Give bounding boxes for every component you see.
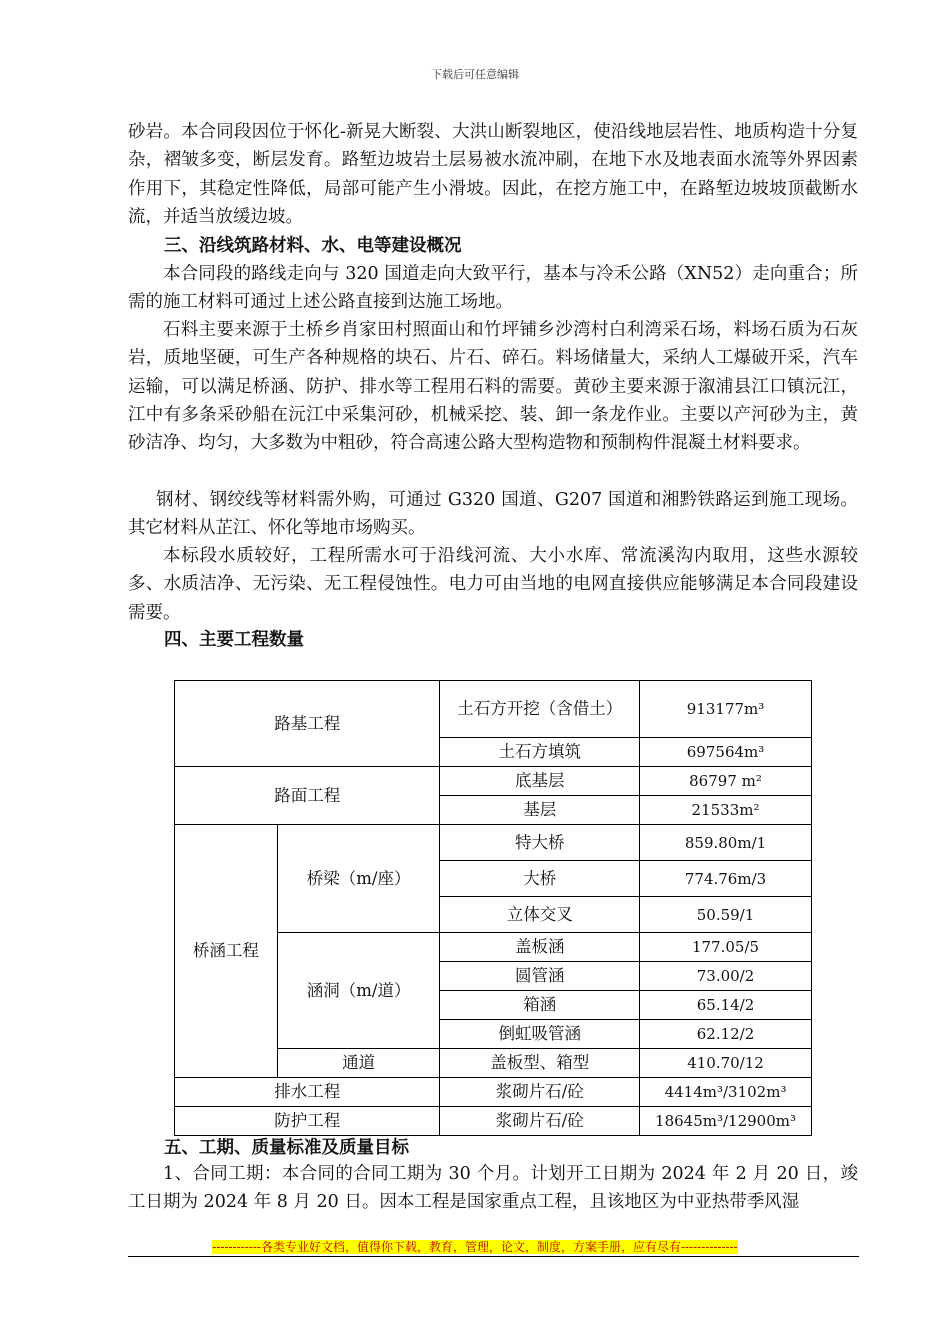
item-cell: 土石方开挖（含借土）: [440, 681, 640, 738]
footer-text: ------------各类专业好文档，值得你下载，教育，管理，论文，制度，方案手册，应有尽有--------------: [212, 1240, 738, 1254]
item-cell: 特大桥: [440, 825, 640, 861]
section-heading-materials: 三、沿线筑路材料、水、电等建设概况: [164, 236, 462, 256]
value-cell: 21533m²: [640, 796, 812, 825]
category-drainage: 排水工程: [175, 1078, 440, 1107]
item-cell: 大桥: [440, 861, 640, 897]
paragraph-steel: 钢材、钢绞线等材料需外购，可通过 G320 国道、G207 国道和湘黔铁路运到施工现场。其它材料从芷江、怀化等地市场购买。: [128, 490, 858, 539]
paragraph-contract-period: 1、合同工期：本合同的合同工期为 30 个月。计划开工日期为 2024 年 2 月 20 日，竣工日期为 2024 年 8 月 20 日。因本工程是国家重点工程，且该地区为中亚热带季风湿: [128, 1164, 858, 1213]
value-cell: 859.80m/1: [640, 825, 812, 861]
value-cell: 62.12/2: [640, 1020, 812, 1049]
item-cell: 倒虹吸管涵: [440, 1020, 640, 1049]
table-row: [175, 825, 812, 861]
value-cell: 697564m³: [640, 738, 812, 767]
value-cell: 50.59/1: [640, 897, 812, 933]
table-row: [175, 767, 812, 796]
value-cell: 774.76m/3: [640, 861, 812, 897]
section-heading-quantities: 四、主要工程数量: [164, 630, 304, 650]
table-row: [175, 1078, 812, 1107]
section-heading-schedule: 五、工期、质量标准及质量目标: [164, 1138, 409, 1158]
paragraph-geology: 砂岩。本合同段因位于怀化-新晃大断裂、大洪山断裂地区，使沿线地层岩性、地质构造十分复杂，褶皱多变，断层发育。路堑边坡岩土层易被水流冲刷，在地下水及地表面水流等外界因素作用下，其稳定性降低，局部可能产生小滑坡。因此，在挖方施工中，在路堑边坡坡顶截断水流，并适当放缓边坡。: [128, 122, 858, 227]
item-cell: 圆管涵: [440, 962, 640, 991]
value-cell: 65.14/2: [640, 991, 812, 1020]
category-bridge-culvert: 桥涵工程: [175, 825, 278, 1078]
item-cell: 箱涵: [440, 991, 640, 1020]
item-cell: 土石方填筑: [440, 738, 640, 767]
paragraph-water-power: 本标段水质较好，工程所需水可于沿线河流、大小水库、常流溪沟内取用，这些水源较多、水质洁净、无污染、无工程侵蚀性。电力可由当地的电网直接供应能够满足本合同段建设需要。: [128, 546, 858, 623]
table-row: [175, 681, 812, 738]
footer-divider: [128, 1256, 859, 1257]
paragraph-route: 本合同段的路线走向与 320 国道走向大致平行，基本与冷禾公路（XN52）走向重合；所需的施工材料可通过上述公路直接到达施工场地。: [128, 264, 858, 313]
value-cell: 18645m³/12900m³: [640, 1107, 812, 1136]
item-cell: 立体交叉: [440, 897, 640, 933]
value-cell: 913177m³: [640, 681, 812, 738]
subcategory-bridge: 桥梁（m/座）: [277, 825, 440, 933]
value-cell: 86797 m²: [640, 767, 812, 796]
value-cell: 4414m³/3102m³: [640, 1078, 812, 1107]
value-cell: 73.00/2: [640, 962, 812, 991]
quantities-table: [174, 680, 812, 1136]
category-pavement: 路面工程: [175, 767, 440, 825]
paragraph-stone: 石料主要来源于土桥乡肖家田村照面山和竹坪铺乡沙湾村白利湾采石场，料场石质为石灰岩，质地坚硬，可生产各种规格的块石、片石、碎石。料场储量大，采纳人工爆破开采，汽车运输，可以满足桥涵、防护、排水等工程用石料的需要。黄砂主要来源于溆浦县江口镇沅江，江中有多条采砂船在沅江中采集河砂，机械采挖、装、卸一条龙作业。主要以产河砂为主，黄砂洁净、均匀，大多数为中粗砂，符合高速公路大型构造物和预制构件混凝土材料要求。: [128, 320, 858, 454]
item-cell: 底基层: [440, 767, 640, 796]
item-cell: 盖板型、箱型: [440, 1049, 640, 1078]
category-roadbed: 路基工程: [175, 681, 440, 767]
value-cell: 177.05/5: [640, 933, 812, 962]
subcategory-passage: 通道: [277, 1049, 440, 1078]
item-cell: 基层: [440, 796, 640, 825]
page-header: 下载后可任意编辑: [431, 68, 519, 81]
category-protection: 防护工程: [175, 1107, 440, 1136]
subcategory-culvert: 涵洞（m/道）: [277, 933, 440, 1049]
item-cell: 盖板涵: [440, 933, 640, 962]
item-cell: 浆砌片石/砼: [440, 1107, 640, 1136]
footer-banner: [0, 1238, 950, 1255]
value-cell: 410.70/12: [640, 1049, 812, 1078]
item-cell: 浆砌片石/砼: [440, 1078, 640, 1107]
table-row: [175, 1107, 812, 1136]
